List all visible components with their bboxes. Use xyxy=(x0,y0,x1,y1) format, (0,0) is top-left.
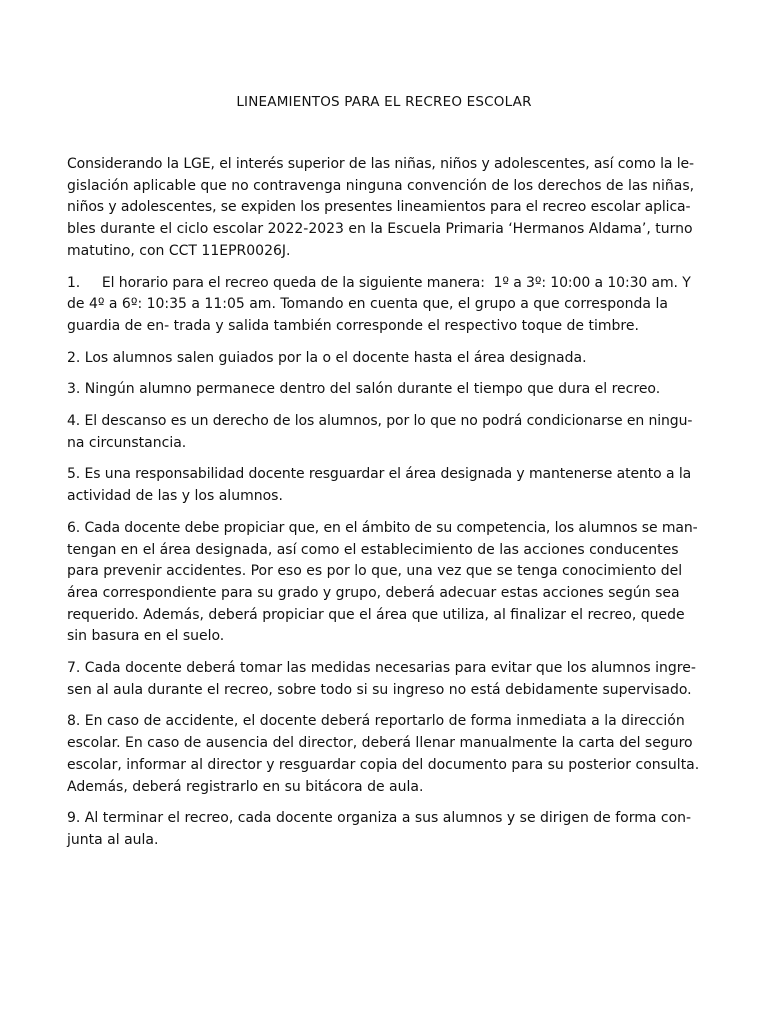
guideline-line: 3. Ningún alumno permanece dentro del salón durante el tiempo que dura el recreo. xyxy=(67,381,661,398)
guideline-line: 2. Los alumnos salen guiados por la o el docente hasta el área designada. xyxy=(67,349,587,366)
guideline-line: na circunstancia. xyxy=(67,434,187,451)
guideline-line: junta al aula. xyxy=(67,831,159,848)
guideline-item-9 xyxy=(67,808,699,851)
guideline-line: 6. Cada docente debe propiciar que, en el ámbito de su competencia, los alumnos se man- xyxy=(67,519,698,536)
intro-line: Considerando la LGE, el interés superior de las niñas, niños y adolescentes, así como la le- xyxy=(67,156,694,172)
guideline-item-8 xyxy=(67,711,699,798)
guideline-line: guardia de en- trada y salida también corresponde el respectivo toque de timbre. xyxy=(67,317,639,334)
guideline-item-6 xyxy=(67,518,699,648)
guideline-line: requerido. Además, deberá propiciar que el área que utiliza, al finalizar el recreo, quede xyxy=(67,606,685,623)
guideline-line: Además, deberá registrarlo en su bitácora de aula. xyxy=(67,778,424,795)
guideline-item-2 xyxy=(67,348,699,370)
guideline-item-5 xyxy=(67,464,699,507)
guideline-line: 8. En caso de accidente, el docente deberá reportarlo de forma inmediata a la dirección xyxy=(67,713,685,730)
guideline-line: 9. Al terminar el recreo, cada docente organiza a sus alumnos y se dirigen de forma con- xyxy=(67,810,692,827)
guideline-item-1 xyxy=(67,273,699,338)
guideline-line: de 4º a 6º: 10:35 a 11:05 am. Tomando en cuenta que, el grupo a que corresponda la xyxy=(67,296,668,313)
guideline-line: para prevenir accidentes. Por eso es por lo que, una vez que se tenga conocimiento del xyxy=(67,563,683,580)
document-body xyxy=(67,154,699,862)
intro-line: gislación aplicable que no contravenga ninguna convención de los derechos de las niñas, xyxy=(67,177,695,194)
guideline-line: 4. El descanso es un derecho de los alumnos, por lo que no podrá condicionarse en ningu- xyxy=(67,413,693,430)
guideline-line: escolar. En caso de ausencia del director, deberá llenar manualmente la carta del seguro xyxy=(67,735,693,752)
guideline-item-4 xyxy=(67,411,699,454)
document-title: LINEAMIENTOS PARA EL RECREO ESCOLAR xyxy=(236,94,532,110)
guideline-line: actividad de las y los alumnos. xyxy=(67,488,283,505)
guideline-line: sen al aula durante el recreo, sobre todo si su ingreso no está debidamente supervisado. xyxy=(67,681,692,698)
guideline-line: 7. Cada docente deberá tomar las medidas necesarias para evitar que los alumnos ingre- xyxy=(67,660,696,677)
guideline-item-7 xyxy=(67,658,699,701)
guideline-line: escolar, informar al director y resguardar copia del documento para su posterior consulta. xyxy=(67,756,700,773)
intro-line: niños y adolescentes, se expiden los presentes lineamientos para el recreo escolar aplica- xyxy=(67,199,691,216)
guideline-line: 5. Es una responsabilidad docente resguardar el área designada y mantenerse atento a la xyxy=(67,466,692,483)
intro-line: bles durante el ciclo escolar 2022-2023 en la Escuela Primaria ‘Hermanos Aldama’, turno xyxy=(67,221,693,238)
guideline-line: sin basura en el suelo. xyxy=(67,628,225,645)
intro-line: matutino, con CCT 11EPR0026J. xyxy=(67,242,291,259)
intro-paragraph xyxy=(67,154,699,263)
guideline-line: tengan en el área designada, así como el establecimiento de las acciones conducentes xyxy=(67,541,679,558)
guideline-line: 1. El horario para el recreo queda de la siguiente manera: 1º a 3º: 10:00 a 10:30 am. Y xyxy=(67,274,691,291)
guideline-item-3 xyxy=(67,379,699,401)
guideline-line: área correspondiente para su grado y grupo, deberá adecuar estas acciones según sea xyxy=(67,584,680,601)
